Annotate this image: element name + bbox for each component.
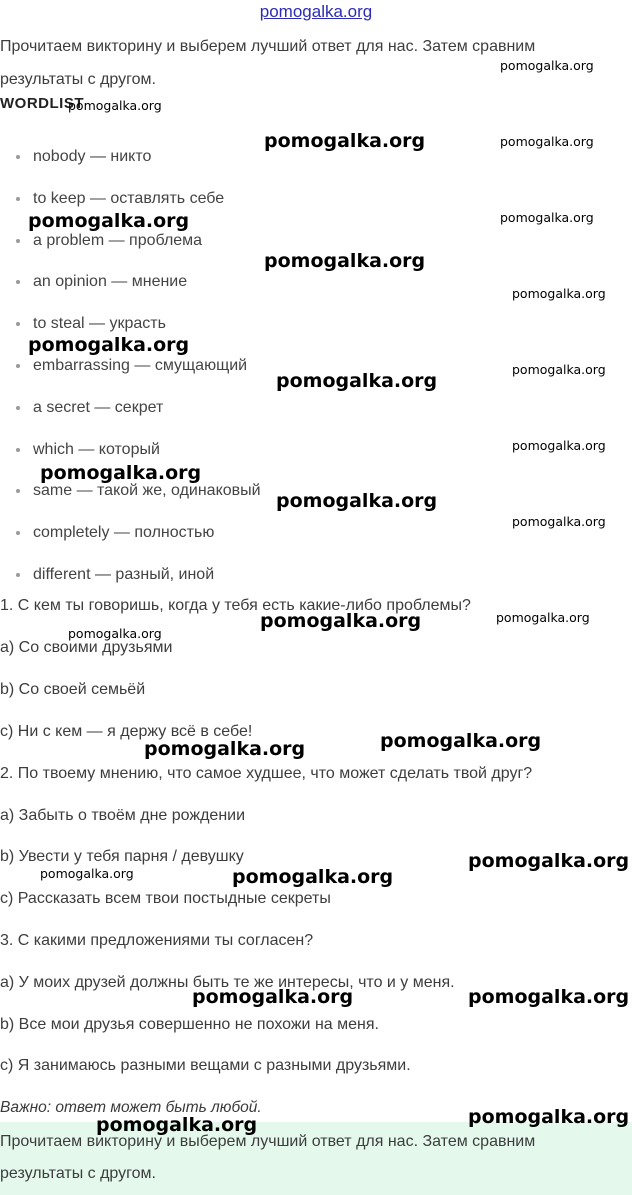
watermark: pomogalka.org xyxy=(500,134,594,149)
word-item-text: which — который xyxy=(33,440,160,458)
watermark: pomogalka.org xyxy=(40,462,202,484)
word-item-text: an opinion — мнение xyxy=(33,273,188,291)
watermark: pomogalka.org xyxy=(40,866,134,881)
watermark: pomogalka.org xyxy=(468,850,630,872)
watermark: pomogalka.org xyxy=(276,370,438,392)
important-note: Важно: ответ может быть любой. xyxy=(0,1099,262,1116)
word-item-text: to keep — оставлять себе xyxy=(33,189,225,207)
question-3: 3. С какими предложениями ты согласен? xyxy=(0,932,314,949)
watermark: pomogalka.org xyxy=(28,334,190,356)
answer-1c: c) Ни с кем — я держу всё в себе! xyxy=(0,723,253,740)
watermark: pomogalka.org xyxy=(512,514,606,529)
word-item-text: same — такой же, одинаковый xyxy=(33,482,261,500)
bullet-icon xyxy=(16,489,20,493)
watermark: pomogalka.org xyxy=(192,986,354,1008)
watermark: pomogalka.org xyxy=(500,58,594,73)
site-header-link[interactable]: pomogalka.org xyxy=(259,2,373,21)
watermark: pomogalka.org xyxy=(264,250,426,272)
list-item xyxy=(0,261,261,303)
watermark: pomogalka.org xyxy=(144,738,306,760)
watermark: pomogalka.org xyxy=(512,438,606,453)
word-item-text: nobody — никто xyxy=(33,148,152,165)
bullet-icon xyxy=(16,197,20,201)
watermark: pomogalka.org xyxy=(496,610,590,625)
answer-2a: a) Забыть о твоём дне рождении xyxy=(0,807,246,824)
list-item xyxy=(0,136,261,178)
question-2: 2. По твоему мнению, что самое худшее, что может сделать твой друг? xyxy=(0,765,533,782)
list-item xyxy=(0,512,261,554)
watermark: pomogalka.org xyxy=(260,610,422,632)
watermark: pomogalka.org xyxy=(512,362,606,377)
watermark: pomogalka.org xyxy=(68,626,162,641)
answer-2c: c) Рассказать всем твои постыдные секреты xyxy=(0,890,331,907)
watermark: pomogalka.org xyxy=(468,1106,630,1128)
bullet-icon xyxy=(16,448,20,452)
word-item-text: different — разный, иной xyxy=(33,565,215,583)
watermark: pomogalka.org xyxy=(276,490,438,512)
bullet-icon xyxy=(16,406,20,410)
watermark: pomogalka.org xyxy=(264,130,426,152)
bullet-icon xyxy=(16,155,20,159)
question-1: 1. С кем ты говоришь, когда у тебя есть какие-либо проблемы? xyxy=(0,597,471,614)
word-item-text: completely — полностью xyxy=(33,524,215,542)
bullet-icon xyxy=(16,322,20,326)
word-item-text: a secret — секрет xyxy=(33,398,164,416)
answer-2b: b) Увести у тебя парня / девушку xyxy=(0,848,244,865)
word-item-text: a problem — проблема xyxy=(33,231,203,249)
bullet-icon xyxy=(16,531,20,535)
watermark: pomogalka.org xyxy=(500,210,594,225)
watermark: pomogalka.org xyxy=(68,98,162,113)
answer-3a: a) У моих друзей должны быть те же интересы, что и у меня. xyxy=(0,974,455,991)
answer-3c: c) Я занимаюсь разными вещами с разными друзьями. xyxy=(0,1057,411,1074)
watermark: pomogalka.org xyxy=(512,286,606,301)
list-item xyxy=(0,554,261,596)
word-item-text: embarrassing — смущающий xyxy=(33,356,248,374)
word-item-text: to steal — украсть xyxy=(33,315,166,333)
watermark: pomogalka.org xyxy=(232,866,394,888)
bullet-icon xyxy=(16,239,20,243)
intro-paragraph: Прочитаем викторину и выберем лучший ответ для нас. Затем сравним результаты с другом. xyxy=(0,38,536,88)
answer-3b: b) Все мои друзья совершенно не похожи на меня. xyxy=(0,1016,379,1033)
word-list xyxy=(0,136,261,596)
answer-1a: a) Со своими друзьями xyxy=(0,639,173,656)
watermark: pomogalka.org xyxy=(380,730,542,752)
wordlist-title: WORDLIST xyxy=(0,95,84,112)
answer-1b: b) Со своей семьёй xyxy=(0,681,146,698)
bullet-icon xyxy=(16,280,20,284)
watermark: pomogalka.org xyxy=(96,1114,258,1136)
watermark: pomogalka.org xyxy=(28,210,190,232)
list-item xyxy=(0,387,261,429)
bullet-icon xyxy=(16,573,20,577)
summary-box xyxy=(0,1122,632,1195)
bullet-icon xyxy=(16,364,20,368)
summary-text: Прочитаем викторину и выберем лучший ответ для нас. Затем сравним результаты с другом. xyxy=(0,1133,536,1182)
watermark: pomogalka.org xyxy=(468,986,630,1008)
